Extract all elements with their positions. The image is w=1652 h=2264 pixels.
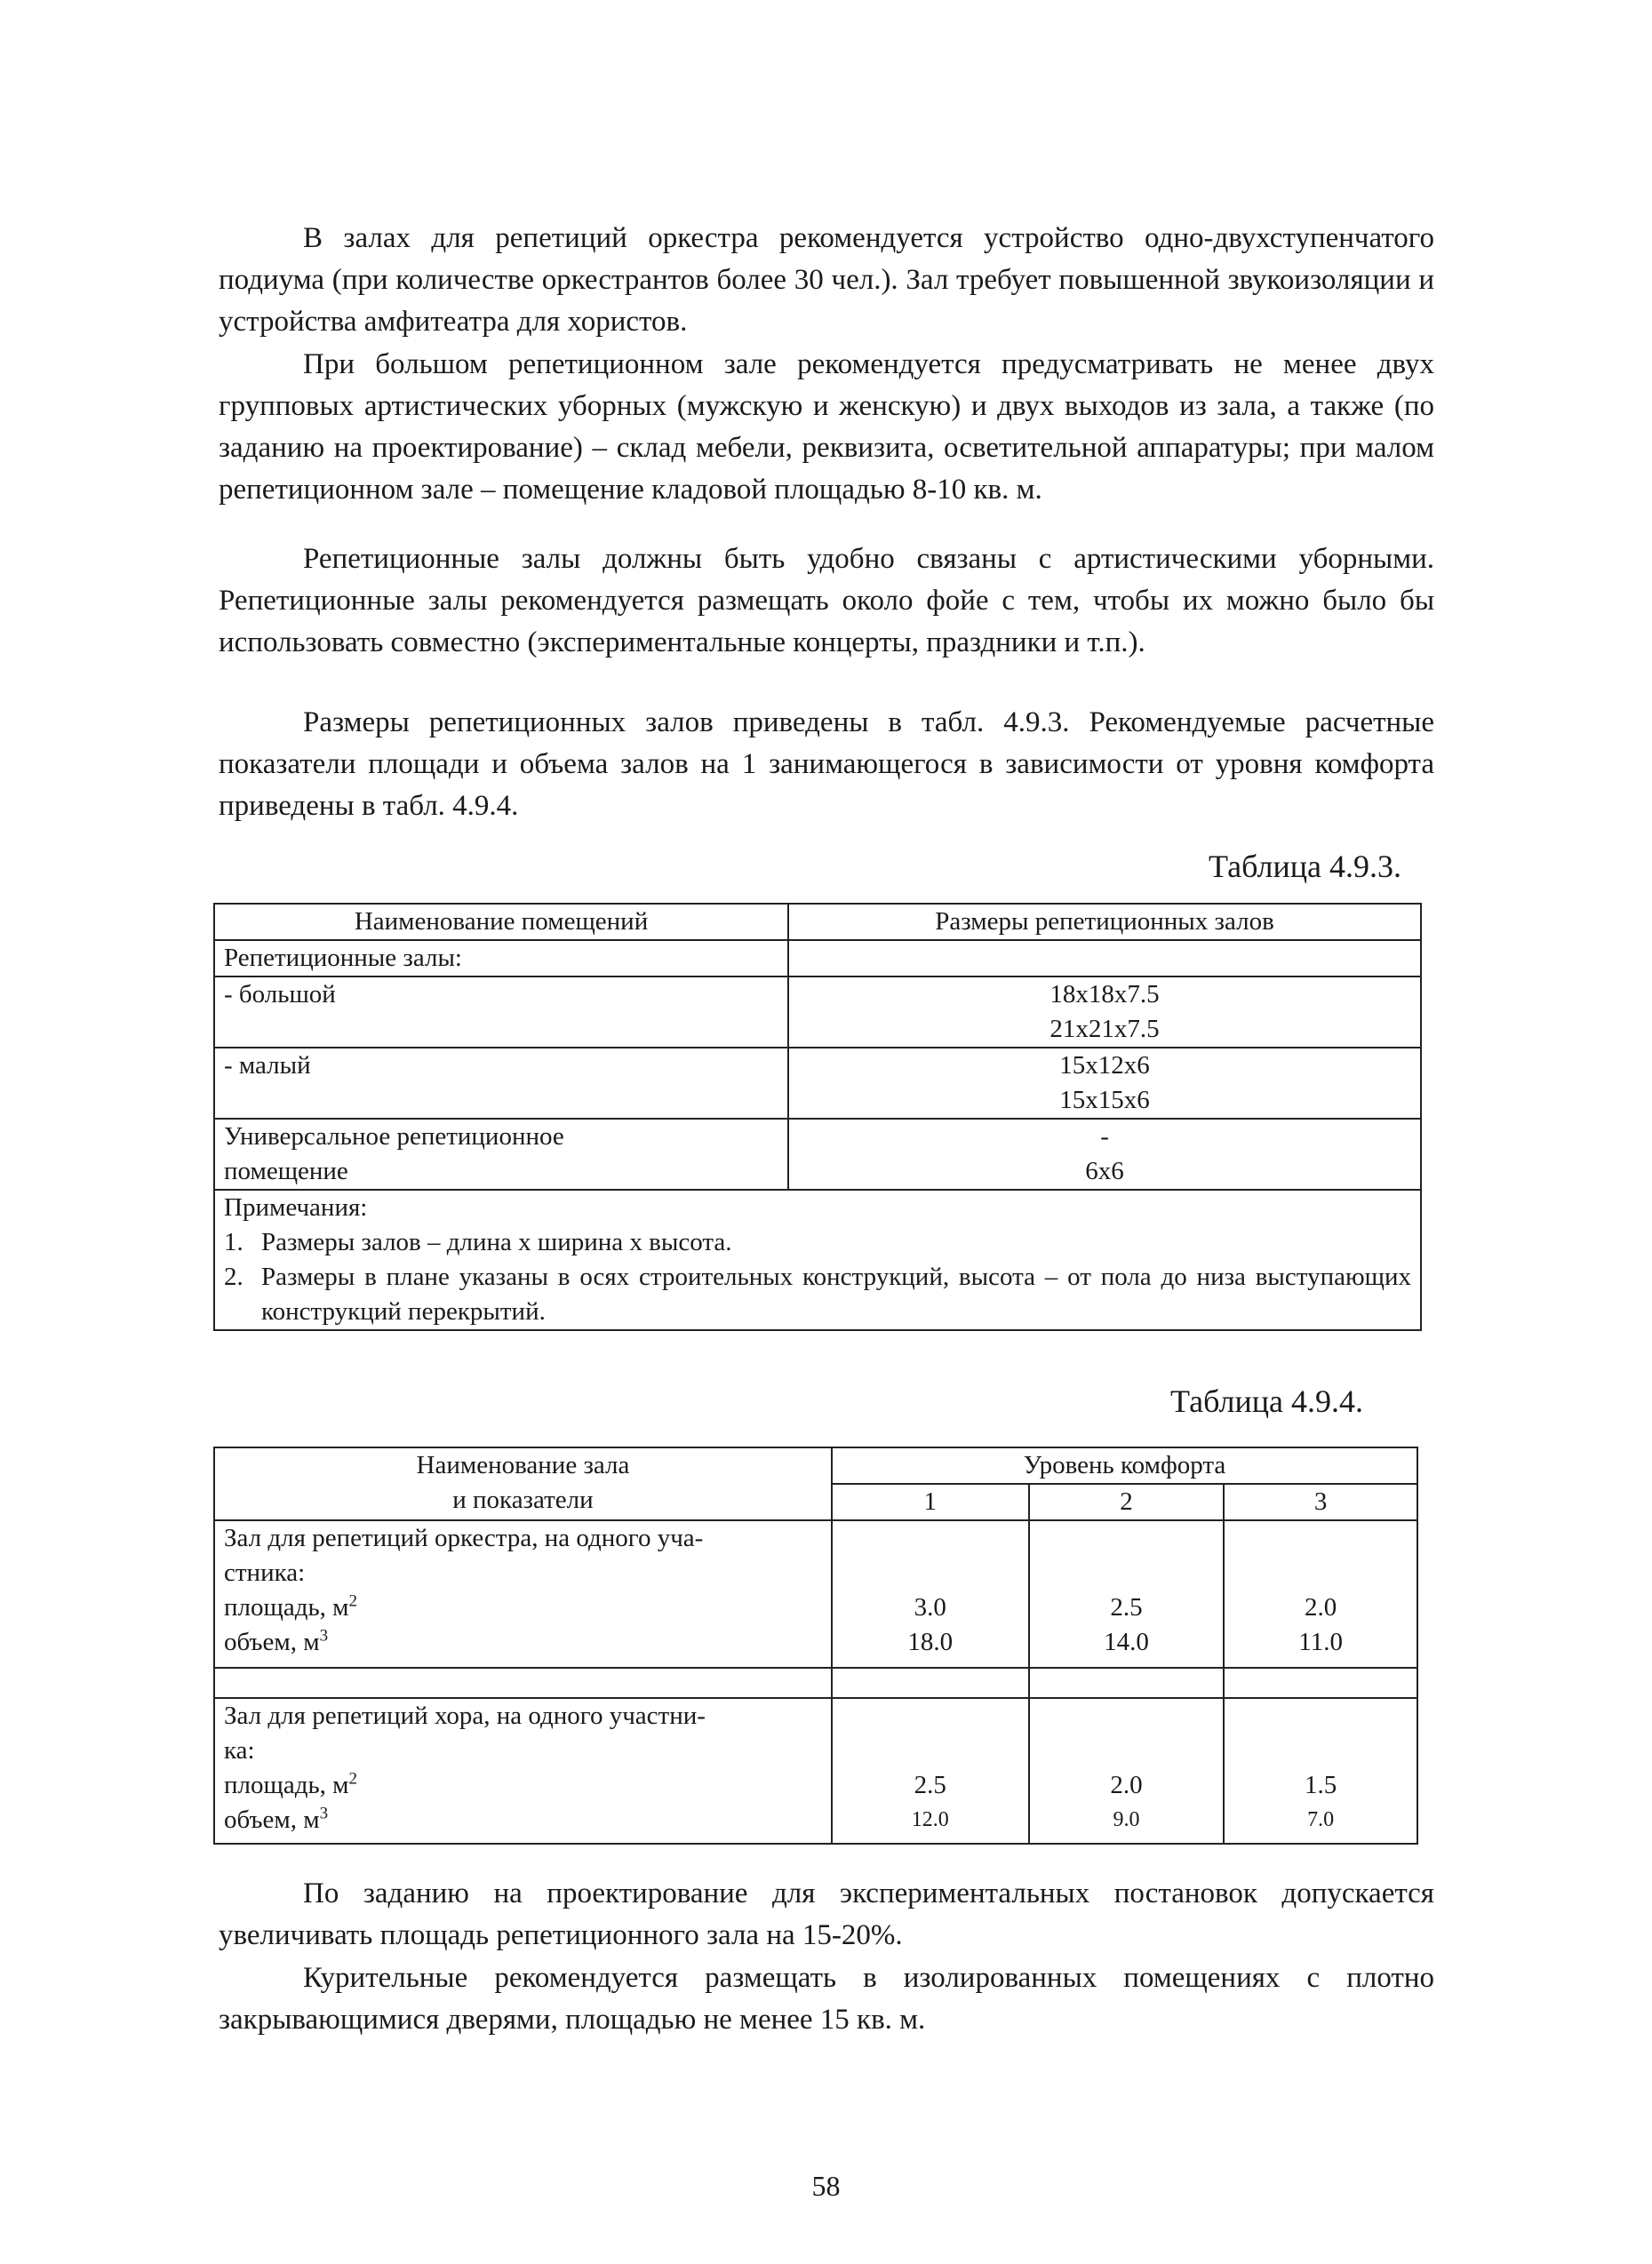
paragraph-4: Размеры репетиционных залов приведены в табл. 4.9.3. Рекомендуемые расчетные показатели площади и объема залов на 1 занимающегося в зависимости от уровня комфорта приведены в табл. 4.9.4. — [219, 706, 1434, 822]
area-value: 1.5 — [1305, 1771, 1337, 1799]
note-number: 2. — [224, 1263, 243, 1291]
size-value: 15x15x6 — [1059, 1086, 1150, 1114]
note-number: 1. — [224, 1228, 243, 1256]
table-cell — [214, 1119, 788, 1190]
paragraph-6: Курительные рекомендуется размещать в изолированных помещениях с плотно закрывающимися дверями, площадью не менее 15 кв. м. — [219, 1962, 1434, 2036]
group-title-line2: стника: — [224, 1558, 306, 1587]
notes-title: Примечания: — [224, 1193, 368, 1222]
value-cell — [832, 1698, 1029, 1844]
table-header-cell: Размеры репетиционных залов — [788, 904, 1421, 940]
area-label: площадь, $м^2$ — [224, 1769, 358, 1799]
spacer-cell — [214, 1668, 832, 1698]
header-name-line2: и показатели — [452, 1486, 594, 1514]
volume-value: 9.0 — [1113, 1808, 1140, 1831]
size-value: 15x12x6 — [1059, 1051, 1150, 1080]
table-4-9-3-caption: Таблица 4.9.3. — [1209, 849, 1401, 884]
table-row — [214, 1190, 1421, 1330]
area-value: 3.0 — [914, 1593, 946, 1622]
table-row — [214, 940, 1421, 977]
size-value: - — [1100, 1122, 1109, 1151]
paragraph-5: По заданию на проектирование для экспериментальных постановок допускается увеличивать площадь репетиционного зала на 15-20%. — [219, 1877, 1434, 1951]
level-header: 2 — [1029, 1484, 1225, 1520]
note-item — [224, 1260, 1411, 1329]
comfort-level-header: Уровень комфорта — [832, 1447, 1417, 1484]
volume-value: 12.0 — [911, 1808, 949, 1831]
spacer-cell — [832, 1668, 1029, 1698]
value-cell — [1224, 1698, 1417, 1844]
paragraph-1: В залах для репетиций оркестра рекомендуется устройство одно-двухступенчатого подиума (при количестве оркестрантов более 30 чел.). Зал требует повышенной звукоизоляции и устройства амфитеатра для хористов. — [219, 222, 1434, 338]
paragraph-2: При большом репетиционном зале рекомендуется предусматривать не менее двух групповых артистических уборных (мужскую и женскую) и двух выходов из зала, а также (по заданию на проектирование) – склад мебели, реквизита, осветительной аппаратуры; при малом репетиционном зале – помещение кладовой площадью 8-10 кв. м. — [219, 348, 1434, 506]
table-row — [214, 977, 1421, 1048]
table-cell — [788, 1119, 1421, 1190]
table-cell — [788, 977, 1421, 1048]
area-value: 2.5 — [1110, 1593, 1143, 1622]
table-header-cell: Наименование помещений — [214, 904, 788, 940]
area-value: 2.0 — [1305, 1593, 1337, 1622]
group-label-cell — [214, 1520, 832, 1668]
volume-value: 14.0 — [1104, 1628, 1149, 1656]
value-cell — [1224, 1520, 1417, 1668]
table-cell: - большой — [214, 977, 788, 1048]
table-row — [214, 1447, 1417, 1484]
universal-name-line1: Универсальное репетиционное — [224, 1122, 564, 1151]
note-text: Размеры в плане указаны в осях строительных конструкций, высота – от пола до низа выступающих конструкций перекрытий. — [261, 1263, 1411, 1326]
note-text: Размеры залов – длина x ширина x высота. — [261, 1228, 732, 1256]
table-row — [214, 1520, 1417, 1668]
table-row — [214, 1119, 1421, 1190]
notes-cell — [214, 1190, 1421, 1330]
value-cell — [1029, 1698, 1225, 1844]
table-4-9-4 — [213, 1447, 1418, 1845]
area-label: площадь, $м^2$ — [224, 1591, 358, 1622]
note-item — [224, 1225, 1411, 1260]
table-row — [214, 904, 1421, 940]
table-row — [214, 1668, 1417, 1698]
spacer-cell — [1224, 1668, 1417, 1698]
area-value: 2.0 — [1110, 1771, 1143, 1799]
group-label-cell — [214, 1698, 832, 1844]
table-row — [214, 1698, 1417, 1844]
size-value: 18x18x7.5 — [1049, 980, 1160, 1008]
value-cell — [832, 1520, 1029, 1668]
volume-label: объем, $м^3$ — [224, 1626, 329, 1656]
group-title-line1: Зал для репетиций оркестра, на одного уча- — [224, 1524, 704, 1552]
page-number: 58 — [811, 2170, 841, 2202]
value-cell — [1029, 1520, 1225, 1668]
table-cell — [788, 940, 1421, 977]
universal-name-line2: помещение — [224, 1157, 348, 1185]
table-cell: Репетиционные залы: — [214, 940, 788, 977]
paragraph-3: Репетиционные залы должны быть удобно связаны с артистическими уборными. Репетиционные залы рекомендуется размещать около фойе с тем, чтобы их можно было бы использовать совместно (экспериментальные концерты, праздники и т.п.). — [219, 543, 1434, 658]
table-4-9-3 — [213, 903, 1422, 1331]
volume-value: 7.0 — [1307, 1808, 1335, 1831]
table-cell — [788, 1048, 1421, 1119]
group-title-line1: Зал для репетиций хора, на одного участни- — [224, 1702, 706, 1730]
volume-label: объем, $м^3$ — [224, 1804, 329, 1834]
header-name-line1: Наименование зала — [416, 1451, 630, 1479]
volume-value: 18.0 — [907, 1628, 954, 1656]
table-cell: - малый — [214, 1048, 788, 1119]
level-header: 3 — [1224, 1484, 1417, 1520]
table-header-cell — [214, 1447, 832, 1520]
table-row — [214, 1048, 1421, 1119]
level-header: 1 — [832, 1484, 1029, 1520]
area-value: 2.5 — [914, 1771, 946, 1799]
table-4-9-4-caption: Таблица 4.9.4. — [1170, 1383, 1363, 1419]
group-title-line2: ка: — [224, 1736, 255, 1765]
size-value: 21x21x7.5 — [1049, 1015, 1160, 1043]
spacer-cell — [1029, 1668, 1225, 1698]
size-value: 6x6 — [1085, 1157, 1124, 1185]
volume-value: 11.0 — [1298, 1628, 1343, 1656]
